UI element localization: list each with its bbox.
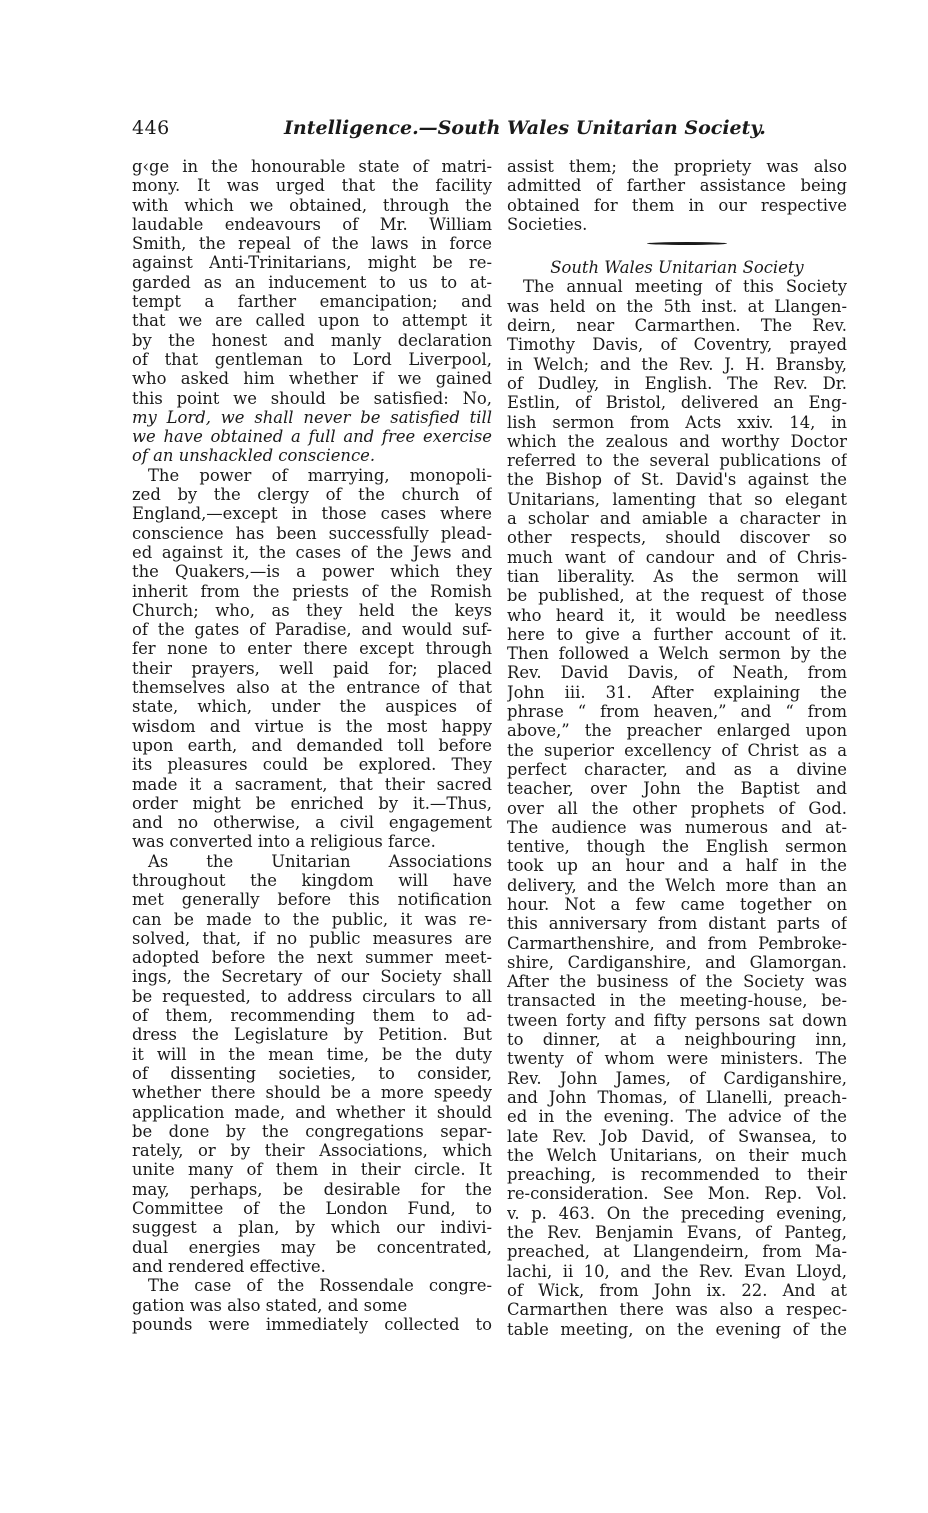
text-line: garded as an inducement to us to at- — [132, 272, 492, 292]
text-line: Estlin, of Bristol, delivered an Eng- — [507, 393, 847, 413]
text-line: g‹ge in the honourable state of matri- — [132, 157, 492, 176]
text-line: the Bishop of St. David's against the — [507, 470, 847, 490]
text-line: transacted in the meeting-house, be- — [507, 991, 847, 1011]
text-line: preached, at Llangendeirn, from Ma- — [507, 1242, 847, 1262]
text-line: the Quakers,—is a power which they — [132, 562, 492, 582]
text-line: a scholar and amiable a character in — [507, 509, 847, 529]
text-line: rately, or by their Associations, which — [132, 1141, 492, 1161]
text-line: Rev. John James, of Cardiganshire, — [507, 1068, 847, 1088]
text-line: made it a sacrament, that their sacred — [132, 774, 492, 794]
text-line: and rendered effective. — [132, 1256, 326, 1276]
text-line: of dissenting societies, to consider, — [132, 1063, 492, 1083]
text-line: and no otherwise, a civil engagement — [132, 813, 492, 833]
text-line: ings, the Secretary of our Society shall — [132, 967, 492, 987]
text-line: admitted of farther assistance being — [507, 176, 847, 196]
text-line: As the Unitarian Associations — [148, 851, 492, 871]
text-line: whether there should be a more speedy — [132, 1083, 492, 1103]
text-line: tentive, though the English sermon — [507, 837, 847, 857]
text-line: took up an hour and a half in the — [507, 856, 847, 876]
text-line: Church; who, as they held the keys — [132, 600, 492, 620]
text-line: John iii. 31. After explaining the — [507, 682, 847, 702]
text-line: may, perhaps, be desirable for the — [132, 1179, 492, 1199]
page-number: 446 — [132, 117, 170, 139]
text-line: v. p. 463. On the preceding evening, — [507, 1203, 847, 1223]
text-line: we have obtained a full and free exercise — [132, 427, 492, 447]
text-line: teacher, over John the Baptist and — [507, 779, 847, 799]
text-line: After the business of the Society was — [507, 972, 847, 992]
text-line: inherit from the priests of the Romish — [132, 581, 492, 601]
text-line: the superior excellency of Christ as a — [507, 740, 847, 760]
text-line: to dinner, at a neighbouring inn, — [507, 1030, 847, 1050]
text-line: in Welch; and the Rev. J. H. Bransby, — [507, 354, 847, 374]
divider-ornament — [647, 242, 727, 245]
text-line: my Lord, we shall never be satisfied till — [132, 407, 492, 427]
text-line: throughout the kingdom will have — [132, 870, 492, 890]
text-line: be requested, to address circulars to all — [132, 986, 492, 1006]
left-column — [132, 157, 492, 1334]
text-line: twenty of whom were ministers. The — [507, 1049, 847, 1069]
text-line: deirn, near Carmarthen. The Rev. — [507, 316, 847, 336]
text-line: of Dudley, in English. The Rev. Dr. — [507, 373, 847, 393]
text-line: by the honest and manly declaration — [132, 330, 492, 350]
text-line: tian liberality. As the sermon will — [507, 566, 847, 586]
text-line: its pleasures could be explored. They — [132, 755, 492, 775]
text-line: their prayers, well paid for; placed — [132, 658, 492, 678]
text-line: of the gates of Paradise, and would suf- — [132, 620, 492, 640]
text-line: lish sermon from Acts xxiv. 14, in — [507, 412, 847, 432]
text-line: tween forty and fifty persons sat down — [507, 1010, 847, 1030]
text-line: suggest a plan, by which our indivi- — [132, 1218, 492, 1238]
text-line: this point we should be satisfied: No, — [132, 388, 492, 408]
text-line: of that gentleman to Lord Liverpool, — [132, 349, 492, 369]
running-head: Intelligence.—South Wales Unitarian Society. — [284, 117, 766, 139]
text-line: other respects, should discover so — [507, 528, 847, 548]
text-line: dress the Legislature by Petition. But — [132, 1025, 492, 1045]
text-line: phrase “ from heaven,” and “ from — [507, 702, 847, 722]
text-line: Carmarthen there was also a respec- — [507, 1300, 847, 1320]
text-line: Carmarthenshire, and from Pembroke- — [507, 933, 847, 953]
text-line: perfect character, and as a divine — [507, 759, 847, 779]
text-line: it will in the mean time, be the duty — [132, 1044, 492, 1064]
text-line: gation was also stated, and some — [132, 1295, 408, 1315]
section-divider — [507, 234, 847, 256]
text-line: preaching, is recommended to their — [507, 1165, 847, 1185]
text-line: this anniversary from distant parts of — [507, 914, 847, 934]
section-title: South Wales Unitarian Society — [550, 258, 804, 278]
text-line: referred to the several publications of — [507, 451, 847, 471]
text-line: The audience was numerous and at- — [507, 817, 847, 837]
text-line: the Welch Unitarians, on their much — [507, 1145, 847, 1165]
text-line: solved, that, if no public measures are — [132, 928, 492, 948]
text-line: dual energies may be concentrated, — [132, 1237, 492, 1257]
text-line: Timothy Davis, of Coventry, prayed — [507, 335, 847, 355]
text-line: Committee of the London Fund, to — [132, 1199, 492, 1219]
text-line: conscience has been successfully plead- — [132, 523, 492, 543]
text-line: pounds were immediately collected to — [132, 1314, 492, 1334]
text-line: was converted into a religious farce. — [132, 832, 436, 852]
text-line: wisdom and virtue is the most happy — [132, 716, 492, 736]
text-line: themselves also at the entrance of that — [132, 678, 492, 698]
text-line: delivery, and the Welch more than an — [507, 875, 847, 895]
text-line: upon earth, and demanded toll before — [132, 735, 492, 755]
right-column-body — [507, 277, 847, 1338]
text-line: fer none to enter there except through — [132, 639, 492, 659]
text-line: the Rev. Benjamin Evans, of Panteg, — [507, 1223, 847, 1243]
text-line: table meeting, on the evening of the — [507, 1319, 847, 1339]
text-line: The annual meeting of this Society — [523, 277, 847, 297]
text-line: Then followed a Welch sermon by the — [507, 644, 847, 664]
right-column-continuation — [507, 157, 847, 234]
text-line: tempt a farther emancipation; and — [132, 292, 492, 312]
text-line: adopted before the next summer meet- — [132, 948, 492, 968]
text-line: was held on the 5th inst. at Llangen- — [507, 296, 847, 316]
text-line: and John Thomas, of Llanelli, preach- — [507, 1087, 847, 1107]
text-line: be published, at the request of those — [507, 586, 847, 606]
text-line: laudable endeavours of Mr. William — [132, 214, 492, 234]
text-line: mony. It was urged that the facility — [132, 176, 492, 196]
text-line: be done by the congregations separ- — [132, 1121, 492, 1141]
text-line: The power of marrying, monopoli- — [148, 465, 492, 485]
text-line: can be made to the public, it was re- — [132, 909, 492, 929]
page-header — [132, 117, 832, 141]
text-line: met generally before this notification — [132, 890, 492, 910]
text-line: hour. Not a few came together on — [507, 894, 847, 914]
text-line: which the zealous and worthy Doctor — [507, 431, 847, 451]
text-line: of an unshackled conscience. — [132, 446, 376, 466]
text-line: Unitarians, lamenting that so elegant — [507, 489, 847, 509]
text-line: against Anti-Trinitarians, might be re- — [132, 253, 492, 273]
text-line: re-consideration. See Mon. Rep. Vol. — [507, 1184, 847, 1204]
text-line: shire, Cardiganshire, and Glamorgan. — [507, 952, 847, 972]
text-line: The case of the Rossendale congre- — [148, 1276, 492, 1296]
text-line: here to give a further account of it. — [507, 624, 847, 644]
text-line: of them, recommending them to ad- — [132, 1006, 492, 1026]
text-line: England,—except in those cases where — [132, 504, 492, 524]
text-line: obtained for them in our respective — [507, 195, 847, 215]
text-line: of Wick, from John ix. 22. And at — [507, 1280, 847, 1300]
text-line: order might be enriched by it.—Thus, — [132, 793, 492, 813]
text-line: that we are called upon to attempt it — [132, 311, 492, 331]
text-line: ed in the evening. The advice of the — [507, 1107, 847, 1127]
text-line: assist them; the propriety was also — [507, 157, 847, 176]
text-line: unite many of them in their circle. It — [132, 1160, 492, 1180]
text-line: late Rev. Job David, of Swansea, to — [507, 1126, 847, 1146]
text-line: ed against it, the cases of the Jews and — [132, 542, 492, 562]
text-line: application made, and whether it should — [132, 1102, 492, 1122]
text-line: Societies. — [507, 214, 588, 234]
text-line: with which we obtained, through the — [132, 195, 492, 215]
text-line: zed by the clergy of the church of — [132, 485, 492, 505]
text-line: who heard it, it would be needless — [507, 605, 847, 625]
text-line: state, which, under the auspices of — [132, 697, 492, 717]
text-line: above,” the preacher enlarged upon — [507, 721, 847, 741]
text-line: Rev. David Davis, of Neath, from — [507, 663, 847, 683]
text-line: who asked him whether if we gained — [132, 369, 492, 389]
text-line: much want of candour and of Chris- — [507, 547, 847, 567]
text-line: over all the other prophets of God. — [507, 798, 847, 818]
right-column — [507, 157, 847, 1339]
text-line: lachi, ii 10, and the Rev. Evan Lloyd, — [507, 1261, 847, 1281]
text-line: Smith, the repeal of the laws in force — [132, 234, 492, 254]
